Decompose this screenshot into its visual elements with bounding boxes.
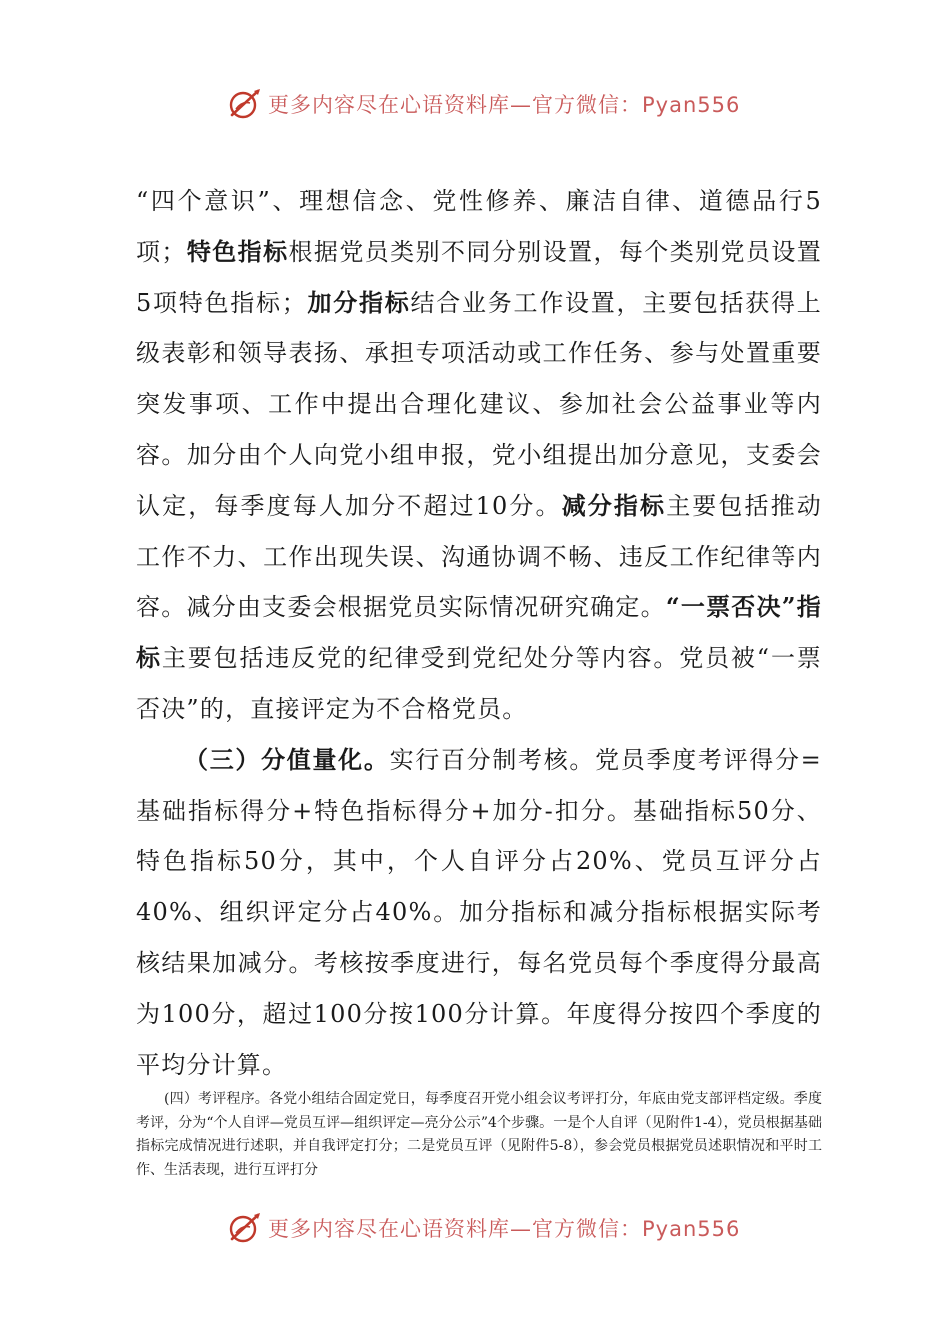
paragraph-procedure: (四）考评程序。各党小组结合固定党日，每季度召开党小组会议考评打分，年底由党支部评档定级。季度考评，分为“个人自评—党员互评—组织评定—亮分公示”4个步骤。一是个人自评（见附件1-4），党员根据基础指标完成情况进行述职，并自我评定打分；二是党员互评（见附件5-8），参会党员根据党员述职情况和平时工作、生活表现，进行互评打分 [136, 1091, 822, 1178]
pen-logo-icon [228, 1211, 262, 1245]
text-run: 主要包括推动工作不力、工作出现失误、沟通协调不畅、违反工作纪律等内容。减分由支委会根据党员实际情况研究确定。 [136, 491, 822, 622]
bold-term-bonus-indicator: 加分指标 [306, 287, 411, 317]
paragraph-scoring [136, 735, 822, 1091]
text-run: 根据党员类别不同分别设置，每个类别党员设置5项特色指标； [136, 237, 822, 317]
pen-logo-icon [228, 87, 262, 121]
document-body [136, 176, 822, 1090]
bold-term-special-indicator: 特色指标 [186, 236, 289, 266]
bold-term-veto-indicator: “一票否决”指标 [136, 592, 822, 673]
text-run: 主要包括违反党的纪律受到党纪处分等内容。党员被“一票否决”的，直接评定为不合格党员。 [136, 644, 823, 723]
section-heading-scoring: （三）分值量化。 [184, 744, 390, 774]
text-run: 实行百分制考核。党员季度考评得分=基础指标得分+特色指标得分+加分-扣分。基础指标50分、特色指标50分，其中，个人自评分占20%、党员互评分占40%、组织评定分占40%。加分指标和减分指标根据实际考核结果加减分。考核按季度进行，每名党员每个季度得分最高为100分，超过100分按100分计算。年度得分按四个季度的平均分计算。 [136, 745, 822, 1079]
text-run: “四个意识”、理想信念、党性修养、廉洁自律、道德品行5项； [136, 187, 822, 266]
banner-text: 更多内容尽在心语资料库—官方微信：Pyan556 [268, 1217, 741, 1241]
banner-text: 更多内容尽在心语资料库—官方微信：Pyan556 [268, 93, 741, 117]
header-watermark-banner [228, 84, 740, 124]
paragraph-indicators [136, 176, 822, 735]
text-run: 结合业务工作设置，主要包括获得上级表彰和领导表扬、承担专项活动或工作任务、参与处置重要突发事项、工作中提出合理化建议、参加社会公益事业等内容。加分由个人向党小组申报，党小组提出加分意见，支委会认定，每季度每人加分不超过10分。 [136, 288, 823, 520]
footer-watermark-banner [228, 1208, 740, 1248]
bold-term-deduction-indicator: 减分指标 [561, 490, 667, 520]
